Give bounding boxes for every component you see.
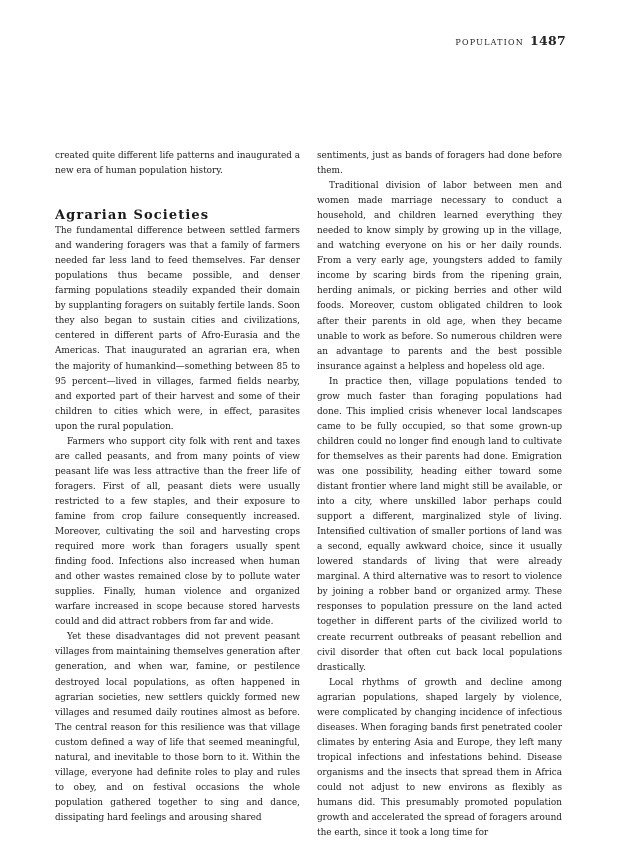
running-head — [455, 33, 566, 48]
continuation-paragraph: sentiments, just as bands of foragers had done before them. — [317, 151, 562, 177]
body-paragraph: Yet these disadvantages did not prevent peasant villages from maintaining themselves generation after generation, and when war, famine, or pestilence destroyed local populations, as often happened in agrarian societies, new settlers quickly formed new villages and resumed daily routines almost as before. The central reason for this resilience was that village custom defined a way of life that seemed meaningful, natural, and inevitable to those born to it. Within the village, everyone had definite roles to play and rules to obey, and on festival occasions the whole population gathered together to sing and dance, dissipating hard feelings and arousing shared — [55, 632, 300, 823]
body-paragraph: The fundamental difference between settled farmers and wandering foragers was that a family of farmers needed far less land to feed themselves. Far denser populations thus became possible, and denser farming populations steadily expanded their domain by supplanting foragers on suitably fertile lands. Soon they also began to sustain cities and civilizations, centered in different parts of Afro-Eurasia and the Americas. That inaugurated an agrarian era, when the majority of humankind—something between 85 to 95 percent—lived in villages, farmed fields nearby, and exported part of their harvest and some of their children to cities which were, in effect, parasites upon the rural population. — [55, 226, 300, 432]
continuation-paragraph: created quite different life patterns and inaugurated a new era of human population history. — [55, 151, 300, 177]
body-paragraph: Traditional division of labor between men and women made marriage necessary to conduct a household, and children learned everything they needed to know simply by growing up in the village, and watching everyone on his or her daily rounds. From a very early age, youngsters added to family income by scaring birds from the ripening grain, herding animals, or picking berries and other wild foods. Moreover, custom obligated children to look after their parents in old age, when they became unable to work as before. So numerous children were an advantage to parents and the best possible insurance against a helpless and hopeless old age. — [317, 181, 562, 372]
body-paragraph: Farmers who support city folk with rent and taxes are called peasants, and from many points of view peasant life was less attractive than the freer life of foragers. First of all, peasant diets were usually restricted to a few staples, and their exposure to famine from crop failure consequently increased. Moreover, cultivating the soil and harvesting crops required more work than foragers usually spent finding food. Infections also increased when human and other wastes remained close by to pollute water supplies. Finally, human violence and organized warfare increased in scope because stored harvests could and did attract robbers from far and wide. — [55, 436, 300, 628]
section-heading: Agrarian Societies — [55, 208, 210, 224]
running-head-section: population — [455, 35, 524, 48]
body-paragraph: In practice then, village populations tended to grow much faster than foraging populations had done. This implied crisis whenever local landscapes came to be fully occupied, so that some grown-up children could no longer find enough land to cultivate for themselves as their parents had done. Emigration was one possibility, heading either toward some distant frontier where land might still be available, or into a city, where unskilled labor perhaps could support a different, marginalized style of living. Intensified cultivation of smaller portions of land was a second, equally awkward choice, since it usually lowered standards of living that were already marginal. A third alternative was to resort to violence by joining a robber band or organized army. These responses to population pressure on the land acted together in different parts of the civilized world to create recurrent outbreaks of peasant rebellion and civil disorder that often cut back local populations drastically. — [317, 376, 562, 673]
page-number: 1487 — [530, 33, 566, 48]
body-paragraph: Local rhythms of growth and decline among agrarian populations, shaped largely by violence, were complicated by changing incidence of infectious diseases. When foraging bands first penetrated cooler climates by entering Asia and Europe, they left many tropical infections and infestations behind. Disease organisms and the insects that spread them in Africa could not adjust to new environs as flexibly as humans did. This presumably promoted population growth and accelerated the spread of foragers around the earth, since it took a long time for — [317, 677, 562, 839]
right-column — [317, 149, 562, 841]
left-column — [55, 149, 300, 826]
